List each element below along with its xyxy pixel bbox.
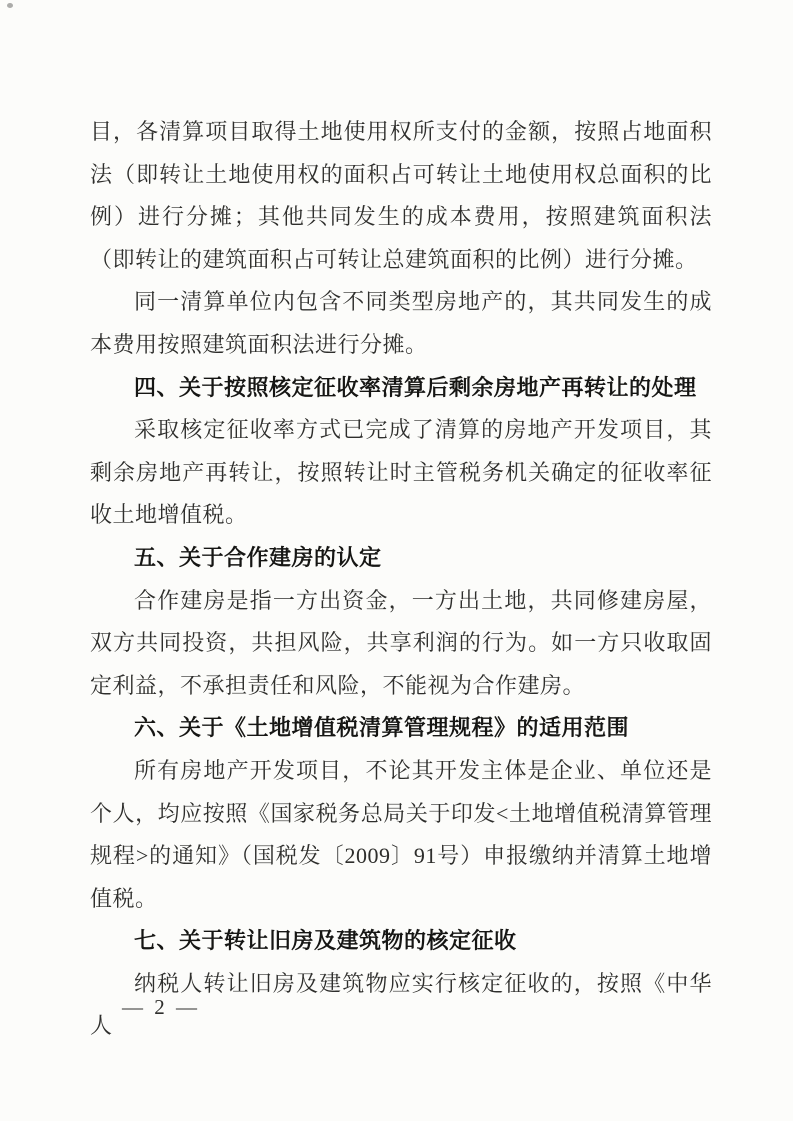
section-heading-6-regulation-scope: 六、关于《土地增值税清算管理规程》的适用范围 <box>134 715 630 741</box>
paragraph-same-liquidation-unit: 同一清算单位内包含不同类型房地产的，其共同发生的成本费用按照建筑面积法进行分摊。 <box>90 289 712 357</box>
scan-artifact-speck <box>7 3 13 8</box>
section-heading-5-cooperative-housing: 五、关于合作建房的认定 <box>134 544 382 570</box>
page-number: — 2 — <box>122 995 200 1019</box>
paragraph-cooperative-housing-definition: 合作建房是指一方出资金，一方出土地，共同修建房屋，双方共同投资，共担风险，共享利润的行为。如一方只收取固定利益，不承担责任和风险，不能视为合作建房。 <box>90 587 712 698</box>
document-content <box>90 111 712 1048</box>
section-heading-7-old-house-assessed-levy: 七、关于转让旧房及建筑物的核定征收 <box>134 928 517 954</box>
paragraph-assessed-levy-resale: 采取核定征收率方式已完成了清算的房地产开发项目，其剩余房地产再转让，按照转让时主管税务机关确定的征收率征收土地增值税。 <box>90 417 712 528</box>
section-heading-4-resale-after-assessed-levy: 四、关于按照核定征收率清算后剩余房地产再转让的处理 <box>134 374 697 400</box>
paragraph-cost-allocation-continuation: 目，各清算项目取得土地使用权所支付的金额，按照占地面积法（即转让土地使用权的面积占可转让土地使用权总面积的比例）进行分摊；其他共同发生的成本费用，按照建筑面积法（即转让的建筑面积占可转让总建筑面积的比例）进行分摊。 <box>90 119 712 272</box>
paragraph-regulation-scope: 所有房地产开发项目，不论其开发主体是企业、单位还是个人，均应按照《国家税务总局关于印发<土地增值税清算管理规程>的通知》（国税发〔2009〕91号）申报缴纳并清算土地增值税。 <box>90 757 712 911</box>
paragraph-old-house-assessed-levy: 纳税人转让旧房及建筑物应实行核定征收的，按照《中华人 <box>90 970 712 1039</box>
